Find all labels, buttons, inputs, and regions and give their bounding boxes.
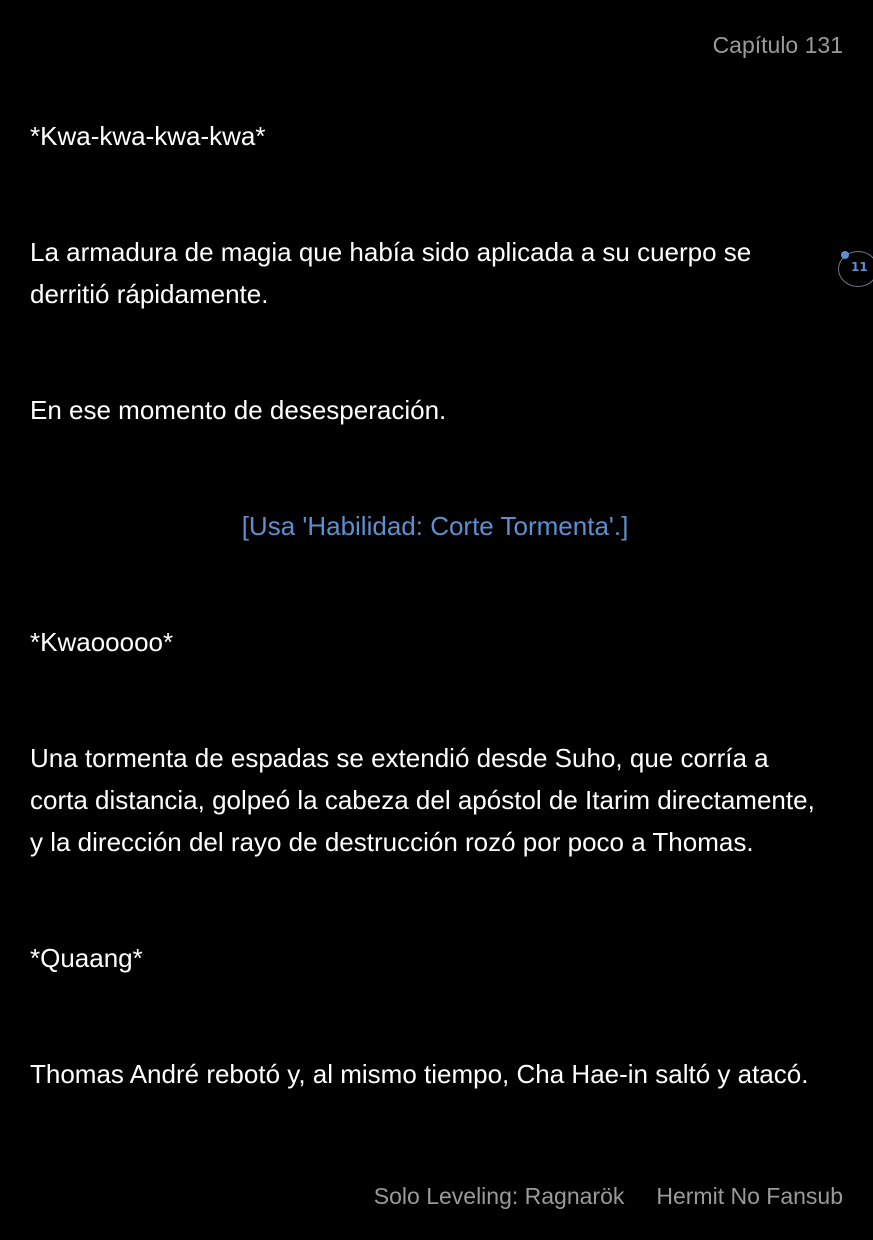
paragraph-sound-effect: *Kwaooooo*	[30, 627, 174, 657]
footer	[374, 1180, 843, 1212]
page-indicator-badge[interactable]	[838, 251, 873, 287]
indicator-dot-icon	[841, 251, 849, 259]
page-number: 11	[851, 260, 868, 274]
paragraph: Thomas André rebotó y, al mismo tiempo, Cha Hae-in saltó y atacó.	[30, 1059, 809, 1089]
paragraph: Una tormenta de espadas se extendió desde Suho, que corría a corta distancia, golpeó la cabeza del apóstol de Itarim directamente, y la dirección del rayo de destrucción rozó por poco a Thomas.	[30, 743, 815, 857]
novel-title: Solo Leveling: Ragnarök	[373, 1183, 625, 1209]
paragraph: La armadura de magia que había sido aplicada a su cuerpo se derritió rápidamente.	[30, 237, 752, 309]
paragraph: En ese momento de desesperación.	[30, 395, 447, 425]
translator-group: Hermit No Fansub	[656, 1183, 843, 1209]
paragraph-sound-effect: *Quaang*	[30, 943, 143, 973]
system-message: [Usa 'Habilidad: Corte Tormenta'.]	[241, 511, 629, 541]
paragraph-sound-effect: *Kwa-kwa-kwa-kwa*	[30, 121, 266, 151]
chapter-title: Capítulo 131	[712, 32, 843, 58]
chapter-content	[30, 115, 830, 1095]
